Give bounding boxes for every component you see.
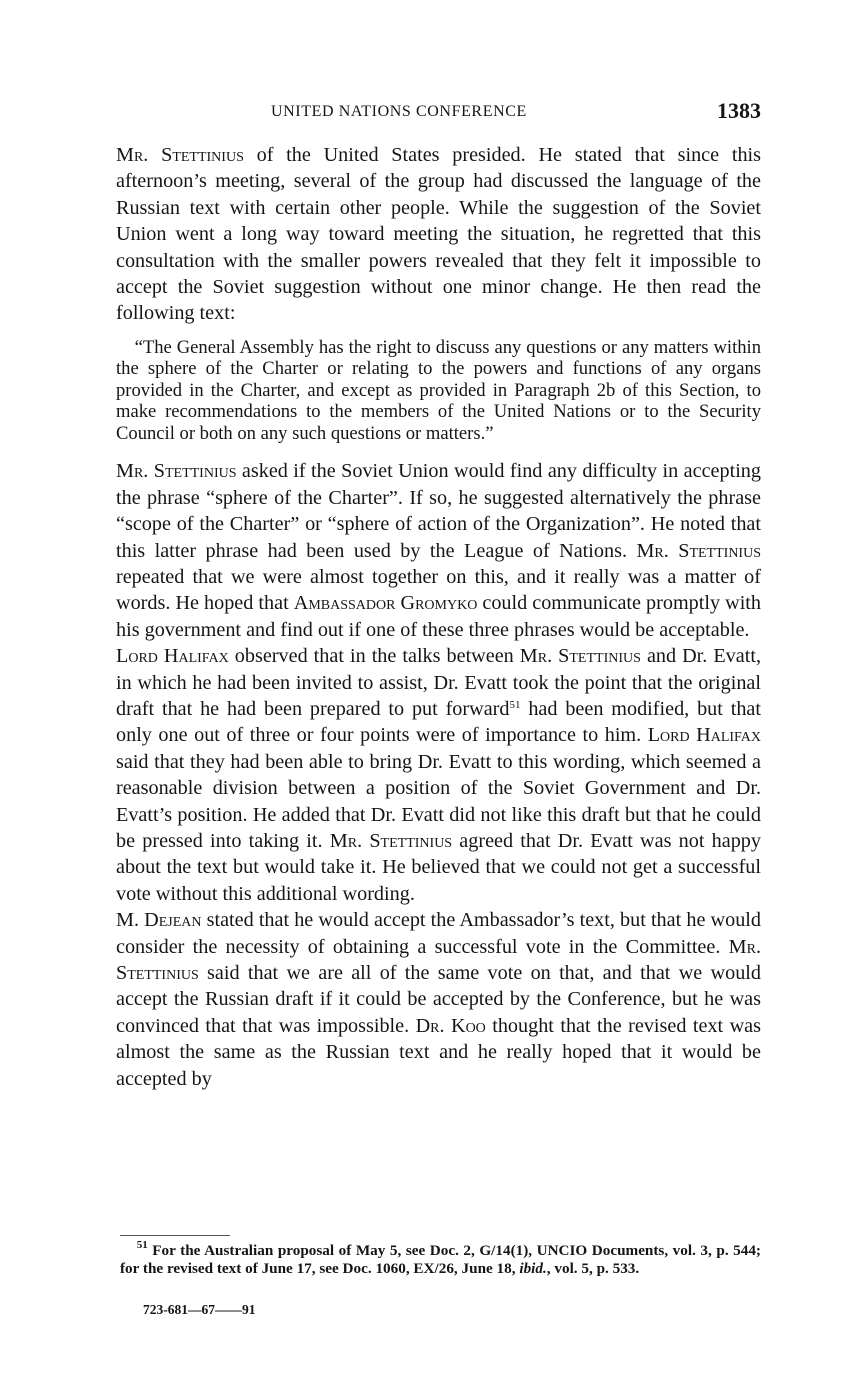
- paragraph-text: said that they had been able to bring Dr. Evatt to this wording, which seemed a reasonable division between a position of the Soviet Government and Dr. Evatt’s position. He added that Dr. Evatt did not like this draft but that he could be pressed into taking it.: [116, 750, 761, 853]
- page-body: [116, 142, 761, 1092]
- speaker-name: Lord Halifax: [116, 645, 229, 668]
- speaker-name: Mr. Stettinius: [116, 144, 244, 166]
- speaker-name: Mr. Stettinius: [519, 645, 641, 668]
- speaker-name: Mr. Stettinius: [116, 935, 761, 985]
- speaker-name: Dr. Koo: [415, 1014, 486, 1037]
- speaker-name: Mr. Stettinius: [329, 830, 453, 853]
- speaker-name: Ambassador Gromyko: [293, 592, 478, 615]
- paragraph-prefix: M.: [116, 909, 145, 932]
- paragraph-text: and Dr. Evatt, in which he had been invited to assist, Dr. Evatt took the point that the original draft that he had been prepared to put forward: [116, 645, 761, 720]
- speaker-name: Mr. Stettinius: [116, 460, 237, 483]
- print-code: 723-681—67——91: [143, 1302, 256, 1317]
- quoted-text: “The General Assembly has the right to discuss any questions or any matters within the sphere of the Charter or relating to the powers and functions of any organs provided in the Charter, and except as provided in Paragraph 2b of this Section, to make recommendations to the members of the United Nations or to the Security Council or both on any such questions or matters.”: [116, 336, 761, 444]
- page-header: [116, 98, 761, 128]
- paragraph-1: [116, 142, 761, 327]
- paragraph-text: stated that he would accept the Ambassador’s text, but that he would consider the necessity of obtaining a successful vote in the Committee.: [116, 909, 761, 958]
- footnote-number: 51: [136, 1239, 148, 1251]
- paragraph-text: said that we are all of the same vote on that, and that we would accept the Russian draft if it could be accepted by the Conference, but he was convinced that that was impossible.: [116, 962, 761, 1037]
- paragraph-text: asked if the Soviet Union would find any difficulty in accepting the phrase “sphere of the Charter”. If so, he suggested alternatively the phrase “scope of the Charter” or “sphere of action of the Organization”. He noted that this latter phrase had been used by the League of Nations.: [116, 460, 761, 562]
- footnote-text: For the Australian proposal of May 5, see Doc. 2, G/14(1), UNCIO Documents, vol. 3, p. 544; for the revised text of June 17, see Doc. 1060, EX/26, June 18,: [120, 1242, 761, 1277]
- page-number: 1383: [717, 98, 761, 123]
- footnote-text: , vol. 5, p. 533.: [546, 1260, 640, 1277]
- speaker-name: Mr. Stettinius: [636, 539, 761, 562]
- paragraph-text: agreed that Dr. Evatt was not happy about the text but would take it. He believed that we could not get a successful vote without this additional wording.: [116, 830, 761, 905]
- footnote-ref[interactable]: 51: [509, 699, 521, 711]
- speaker-name: Lord Halifax: [647, 724, 761, 747]
- paragraph-text: of the United States presided. He stated that since this afternoon’s meeting, several of the group had discussed the language of the Russian text with certain other people. While the suggestion of the Soviet Union went a long way toward meeting the situation, he regretted that this consultation with the smaller powers revealed that they felt it impossible to accept the Soviet suggestion without one minor change. He then read the following text:: [116, 144, 761, 325]
- paragraph-2: [116, 458, 761, 643]
- paragraph-text: could communicate promptly with his government and find out if one of these three phrases would be acceptable.: [116, 592, 762, 641]
- footnote-divider: [120, 1235, 230, 1236]
- paragraph-4: [116, 907, 761, 1092]
- footnote: [120, 1239, 761, 1278]
- paragraph-text: had been modified, but that only one out of three or four points were of importance to him.: [116, 698, 761, 747]
- paragraph-text: observed that in the talks between: [228, 645, 520, 668]
- paragraph-3: [116, 643, 761, 907]
- paragraph-text: thought that the revised text was almost the same as the Russian text and he really hoped that it would be accepted by: [116, 1014, 761, 1090]
- speaker-name: Dejean: [144, 909, 202, 932]
- paragraph-text: repeated that we were almost together on this, and it really was a matter of words. He hoped that: [116, 565, 761, 615]
- footnote-ibid: ibid.: [519, 1260, 547, 1277]
- running-head: UNITED NATIONS CONFERENCE: [271, 103, 527, 120]
